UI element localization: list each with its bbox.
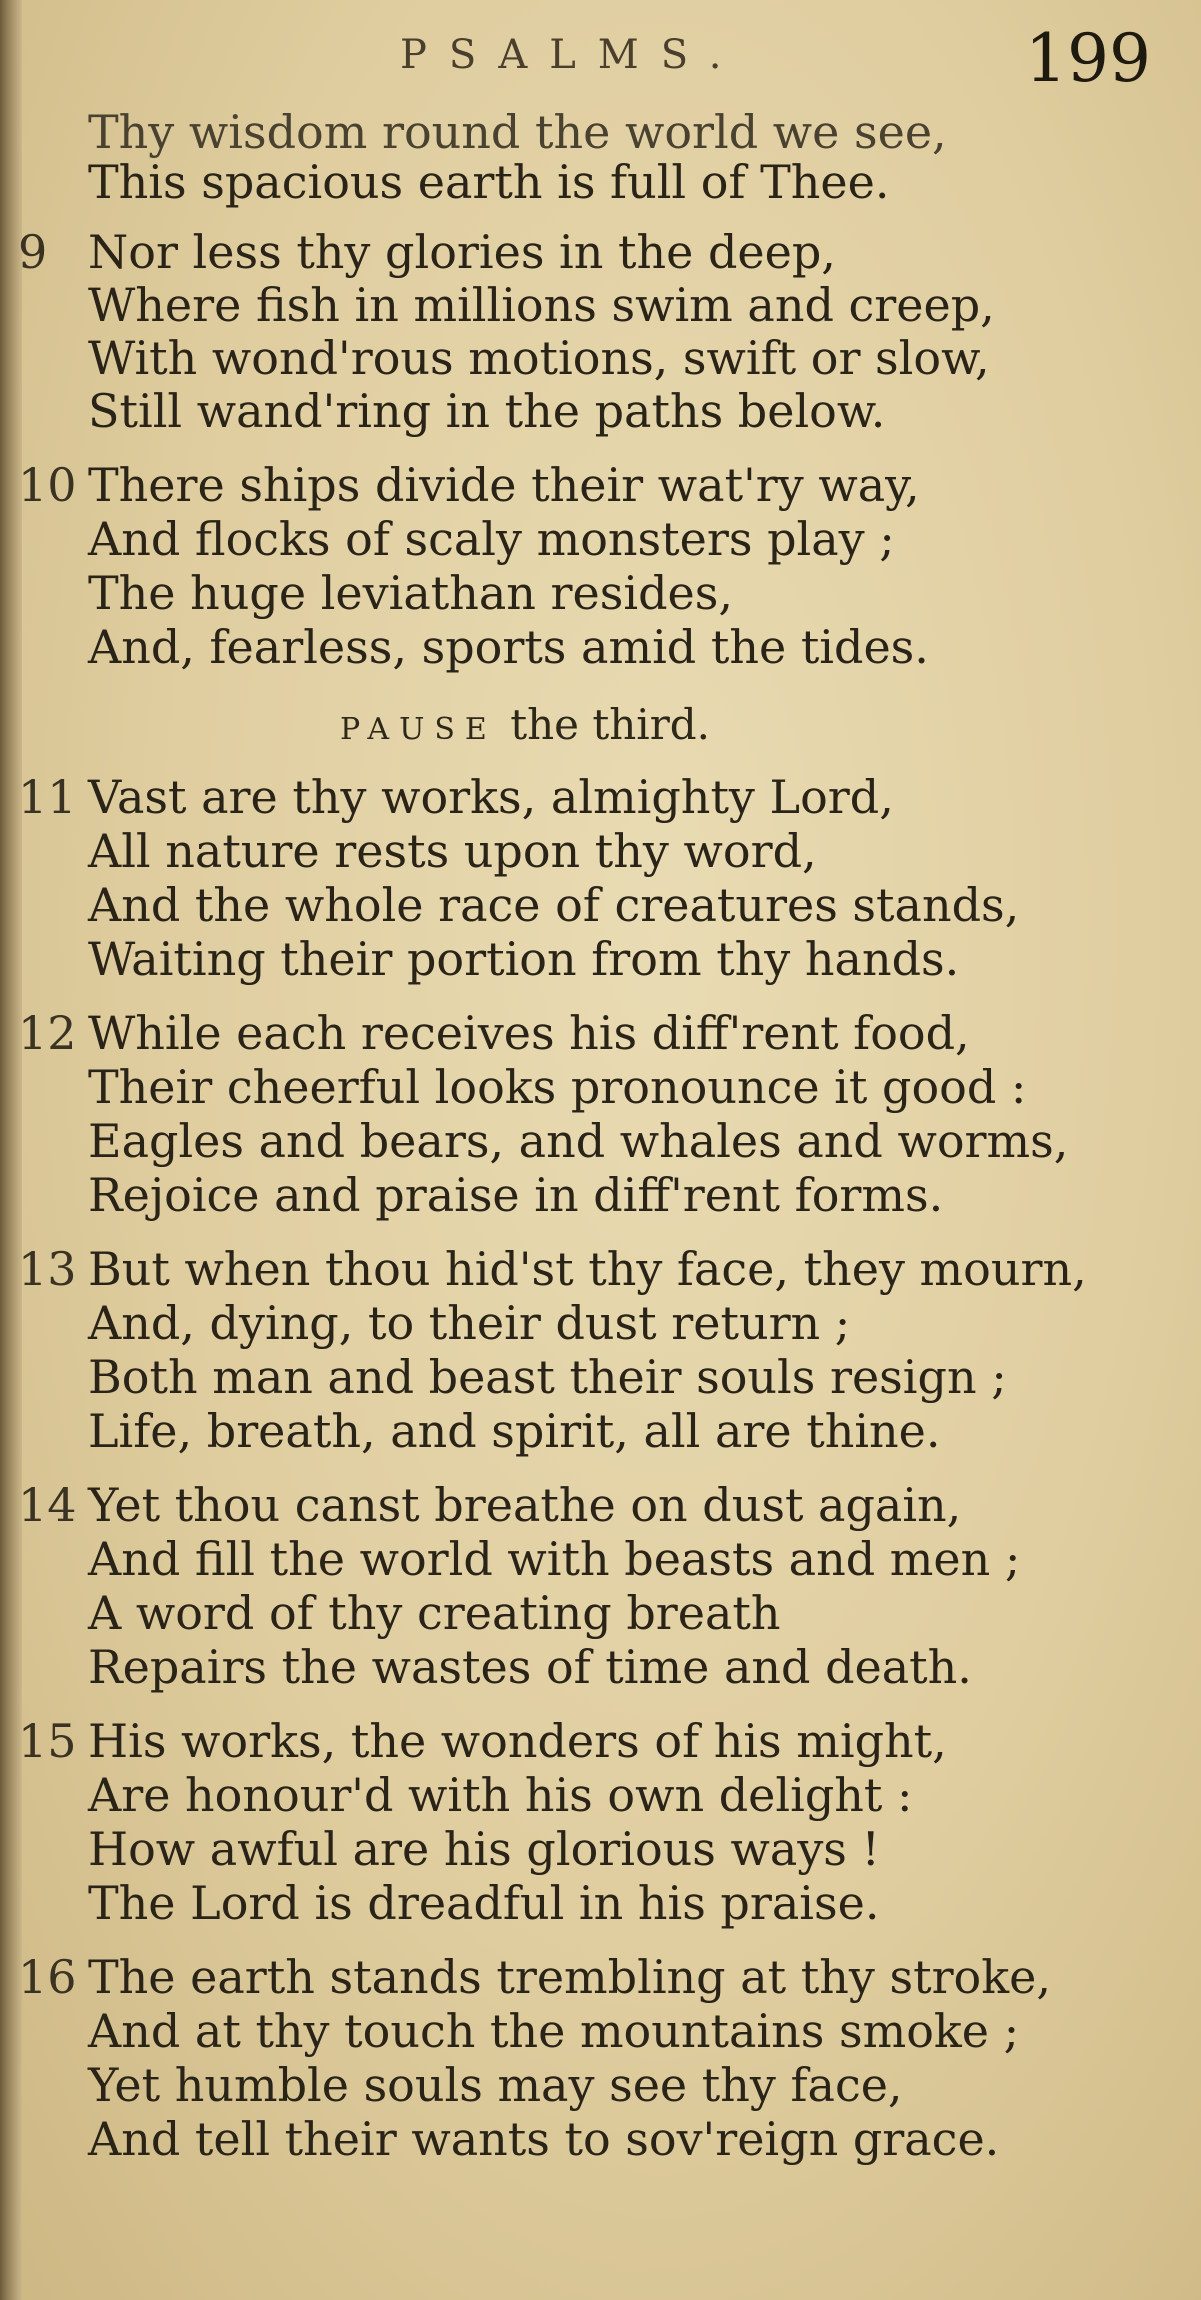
verse-line: A word of thy creating breath <box>88 1586 781 1640</box>
verse-line: While each receives his diff'rent food, <box>88 1006 970 1060</box>
verse-line: And fill the world with beasts and men ; <box>88 1532 1021 1586</box>
pause-heading <box>340 700 710 749</box>
verse-line: Still wand'ring in the paths below. <box>88 384 886 438</box>
verse-line: His works, the wonders of his might, <box>88 1714 947 1768</box>
verse-line: And, dying, to their dust return ; <box>88 1296 851 1350</box>
verse-line: The huge leviathan resides, <box>88 566 733 620</box>
verse-line: This spacious earth is full of Thee. <box>88 155 890 209</box>
pause-suffix: the third. <box>510 700 711 749</box>
verse-line: Nor less thy glories in the deep, <box>88 225 836 279</box>
verse-line: Waiting their portion from thy hands. <box>88 932 960 986</box>
verse-line: And at thy touch the mountains smoke ; <box>88 2004 1020 2058</box>
stanza-number: 16 <box>18 1950 77 2004</box>
verse-line: And tell their wants to sov'reign grace. <box>88 2112 1000 2166</box>
verse-line: The Lord is dreadful in his praise. <box>88 1876 880 1930</box>
verse-line: Thy wisdom round the world we see, <box>88 105 947 159</box>
verse-line: And the whole race of creatures stands, <box>88 878 1020 932</box>
verse-line: There ships divide their wat'ry way, <box>88 458 920 512</box>
verse-line: But when thou hid'st thy face, they mourn, <box>88 1242 1087 1296</box>
pause-label: PAUSE <box>340 712 497 747</box>
running-head <box>0 20 1201 100</box>
stanza-number: 15 <box>18 1714 77 1768</box>
stanza-number: 10 <box>18 458 77 512</box>
stanza-number: 11 <box>18 770 77 824</box>
stanza-number: 12 <box>18 1006 77 1060</box>
page-number: 199 <box>1025 20 1151 97</box>
stanza-number: 9 <box>18 225 48 279</box>
running-title: PSALMS. <box>400 32 744 78</box>
verse-line: Both man and beast their souls resign ; <box>88 1350 1007 1404</box>
verse-line: Eagles and bears, and whales and worms, <box>88 1114 1069 1168</box>
verse-line: All nature rests upon thy word, <box>88 824 817 878</box>
stanza-number: 13 <box>18 1242 77 1296</box>
verse-line: Are honour'd with his own delight : <box>88 1768 913 1822</box>
verse-line: Repairs the wastes of time and death. <box>88 1640 972 1694</box>
verse-line: Their cheerful looks pronounce it good : <box>88 1060 1027 1114</box>
verse-line: Rejoice and praise in diff'rent forms. <box>88 1168 944 1222</box>
verse-line: How awful are his glorious ways ! <box>88 1822 881 1876</box>
verse-line: The earth stands trembling at thy stroke, <box>88 1950 1051 2004</box>
verse-line: And flocks of scaly monsters play ; <box>88 512 895 566</box>
verse-line: And, fearless, sports amid the tides. <box>88 620 929 674</box>
verse-line: Life, breath, and spirit, all are thine. <box>88 1404 941 1458</box>
verse-line: Yet thou canst breathe on dust again, <box>88 1478 962 1532</box>
verse-line: Where fish in millions swim and creep, <box>88 278 995 332</box>
verse-line: With wond'rous motions, swift or slow, <box>88 331 990 385</box>
verse-line: Yet humble souls may see thy face, <box>88 2058 903 2112</box>
stanza-number: 14 <box>18 1478 77 1532</box>
verse-line: Vast are thy works, almighty Lord, <box>88 770 894 824</box>
